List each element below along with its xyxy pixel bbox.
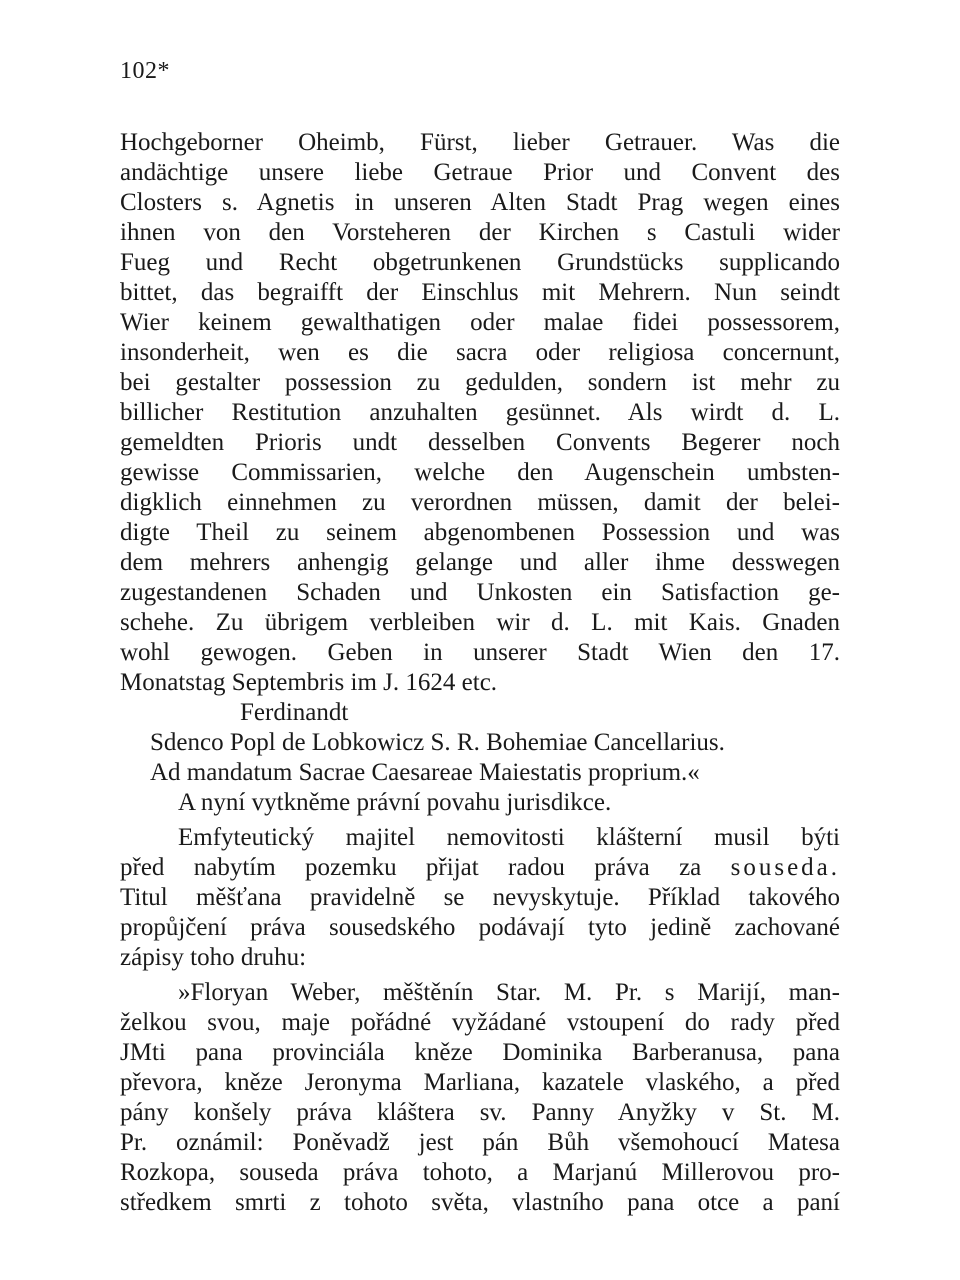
commentary-line: Titul měšťana pravidelně se nevyskytuje. Příklad takového (120, 884, 840, 911)
commentary-line (120, 853, 840, 883)
commentary-intro: A nyní vytkněme právní povahu jurisdikce. (178, 789, 612, 816)
quote-line: Rozkopa, souseda práva tohoto, a Marjanú Millerovou pro- (120, 1159, 840, 1186)
letter-line: Hochgeborner Oheimb, Fürst, lieber Getrauer. Was die (120, 129, 840, 156)
letter-mandate: Ad mandatum Sacrae Caesareae Maiestatis proprium.« (150, 759, 700, 786)
letter-line: schehe. Zu übrigem verbleiben wir d. L. mit Kais. Gnaden (120, 609, 840, 636)
quote-line: JMti pana provinciála kněze Dominika Barberanusa, pana (120, 1039, 840, 1066)
letter-line: insonderheit, wen es die sacra oder religiosa concernunt, (120, 339, 840, 366)
commentary-line-text: před nabytím pozemku přijat radou práva za (120, 854, 702, 881)
letter-line: gewisse Commissarien, welche den Augenschein umbsten- (120, 459, 840, 486)
quote-line: převora, kněze Jeronyma Marliana, kazatele vlaského, a před (120, 1069, 840, 1096)
quoted-letter (120, 128, 840, 788)
page-number: 102* (120, 58, 170, 84)
letter-line: digte Theil zu seinem abgenombenen Possession und was (120, 519, 840, 546)
letter-countersign: Sdenco Popl de Lobkowicz S. R. Bohemiae Cancellarius. (150, 729, 725, 756)
quote-line: Pr. oznámil: Poněvadž jest pán Bůh všemohoucí Matesa (120, 1129, 840, 1156)
letter-line: zugestandenen Schaden und Unkosten ein Satisfaction ge- (120, 579, 840, 606)
quote-line: želkou svou, maje pořádné vyžádané vstoupení do rady před (120, 1009, 840, 1036)
letter-line: Monatstag Septembris im J. 1624 etc. (120, 669, 498, 696)
commentary (120, 788, 840, 1218)
letter-line: ihnen von den Vorsteheren der Kirchen s Castuli wider (120, 219, 840, 246)
letter-line: digklich einnehmen zu verordnen müssen, damit der belei- (120, 489, 840, 516)
letter-line: gemeldten Prioris undt desselben Convents Begerer noch (120, 429, 840, 456)
letter-line: Closters s. Agnetis in unseren Alten Stadt Prag wegen eines (120, 189, 840, 216)
letter-line: bei gestalter possession zu gedulden, sondern ist mehr zu (120, 369, 840, 396)
letter-line: bittet, das begraifft der Einschlus mit Mehrern. Nun seindt (120, 279, 840, 306)
quote-line: pány konšely práva kláštera sv. Panny Anyžky v St. M. (120, 1099, 840, 1126)
letter-signature: Ferdinandt (240, 699, 349, 726)
letter-line: billicher Restitution anzuhalten gesünnet. Als wirdt d. L. (120, 399, 840, 426)
commentary-line: zápisy toho druhu: (120, 944, 307, 971)
letter-line: wohl gewogen. Geben in unserer Stadt Wien den 17. (120, 639, 840, 666)
commentary-line: Emfyteutický majitel nemovitosti klášterní musil býti (178, 824, 840, 851)
letter-line: Wier keinem gewalthatigen oder malae fidei possessorem, (120, 309, 840, 336)
quote-line: »Floryan Weber, měštěnín Star. M. Pr. s Marijí, man- (178, 979, 840, 1006)
spaced-word: souseda. (730, 854, 841, 881)
commentary-line: propůjčení práva sousedského podávají tyto jedině zachované (120, 914, 840, 941)
letter-line: dem mehrers anhengig gelange und aller ihme desswegen (120, 549, 840, 576)
letter-line: Fueg und Recht obgetrunkenen Grundstücks supplicando (120, 249, 840, 276)
letter-line: andächtige unsere liebe Getraue Prior und Convent des (120, 159, 840, 186)
quote-line: středkem smrti z tohoto světa, vlastního pana otce a paní (120, 1189, 840, 1216)
body-text (120, 128, 840, 1218)
